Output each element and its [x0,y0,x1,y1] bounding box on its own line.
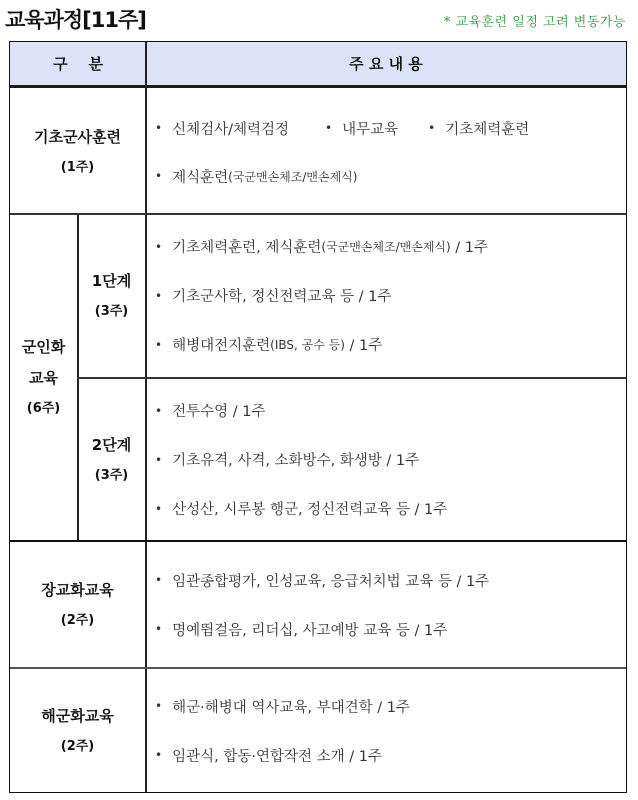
row-navy-category [10,669,145,792]
list-item [155,556,626,605]
list-item [155,605,626,654]
bullet-icon: • [325,121,333,135]
list-item [155,435,626,484]
stage-duration: (3주) [94,303,129,319]
item-note: (IBS, 공수 등) [270,338,345,352]
category-label: 장교화교육 [41,580,114,599]
list-item [155,222,626,271]
bullet-icon: • [155,169,163,183]
list-item [155,271,626,320]
row-navy-content [147,669,626,792]
stage-2-category [78,379,145,540]
row-soldier-category [10,214,77,541]
bullet-icon: • [155,622,163,636]
list-item [155,682,626,731]
bullet-icon: • [155,337,163,352]
item-suffix: / 1주 [344,338,383,354]
item-text: 명예뜀걸음, 리더십, 사고예방 교육 등 / 1주 [172,622,448,639]
bullet-icon: • [428,121,436,135]
stage-1-content [147,214,626,377]
list-item [155,104,626,152]
item-text: 산성산, 시루봉 행군, 정신전력교육 등 / 1주 [172,502,448,518]
item-text: 기초군사학, 정신전력교육 등 / 1주 [172,289,392,305]
item-text: 임관식, 합동·연합작전 소개 / 1주 [172,748,382,765]
item-note: (국군맨손체조/맨손제식) [321,240,451,254]
bullet-icon: • [155,403,163,418]
stage-duration: (3주) [94,467,129,483]
item-text: 기초체력훈련 [445,121,530,138]
bullet-icon: • [155,288,163,303]
page-title: 교육과정[11주] [5,8,146,32]
header-category [10,42,146,88]
list-item [155,152,626,200]
list-item [155,320,626,369]
header-content-label: 주 요 내 용 [349,55,423,73]
item-text: 신체검사/체력검정 [172,121,290,138]
header-category-label: 구 분 [53,55,103,73]
row-basic-military-content [147,91,626,213]
item-note: (국군맨손체조/맨손제식) [228,169,358,184]
row-officer-category [10,542,145,667]
bullet-icon: • [155,748,163,762]
stage-1-category [78,214,145,377]
schedule-note: * 교육훈련 일정 고려 변동가능 [443,15,626,30]
bullet-icon: • [155,452,163,467]
item-suffix: / 1주 [450,240,489,256]
curriculum-table [9,41,627,793]
stage-label: 2단계 [91,435,132,454]
stage-label: 1단계 [91,271,132,290]
row-basic-military-category [10,91,145,213]
category-duration: (6주) [26,401,61,416]
stage-2-content [147,379,626,540]
row-officer-content [147,542,626,667]
bullet-icon: • [155,121,163,135]
header-content [146,42,626,88]
list-item [155,484,626,533]
item-text: 기초유격, 사격, 소화방수, 화생방 / 1주 [172,453,420,469]
item-text: 해병대전지훈련 [172,338,271,354]
category-duration: (2주) [60,738,95,754]
category-label: 군인화 [21,338,66,356]
bullet-icon: • [155,239,163,254]
item-text: 임관종합평가, 인성교육, 응급처치법 교육 등 / 1주 [172,573,490,590]
item-text: 제식훈련 [172,169,229,186]
bullet-icon: • [155,573,163,587]
category-duration: (2주) [60,612,95,628]
item-text: 기초체력훈련, 제식훈련 [172,240,322,256]
bullet-icon: • [155,699,163,713]
category-duration: (1주) [60,160,95,175]
list-item [155,386,626,435]
bullet-icon: • [155,501,163,516]
category-label-2: 교육 [29,369,58,387]
item-text: 내무교육 [342,121,399,138]
item-text: 전투수영 / 1주 [172,404,266,420]
category-label: 해군화교육 [41,706,114,725]
list-item [155,731,626,780]
category-label: 기초군사훈련 [34,128,121,146]
item-text: 해군·해병대 역사교육, 부대견학 / 1주 [172,699,410,716]
